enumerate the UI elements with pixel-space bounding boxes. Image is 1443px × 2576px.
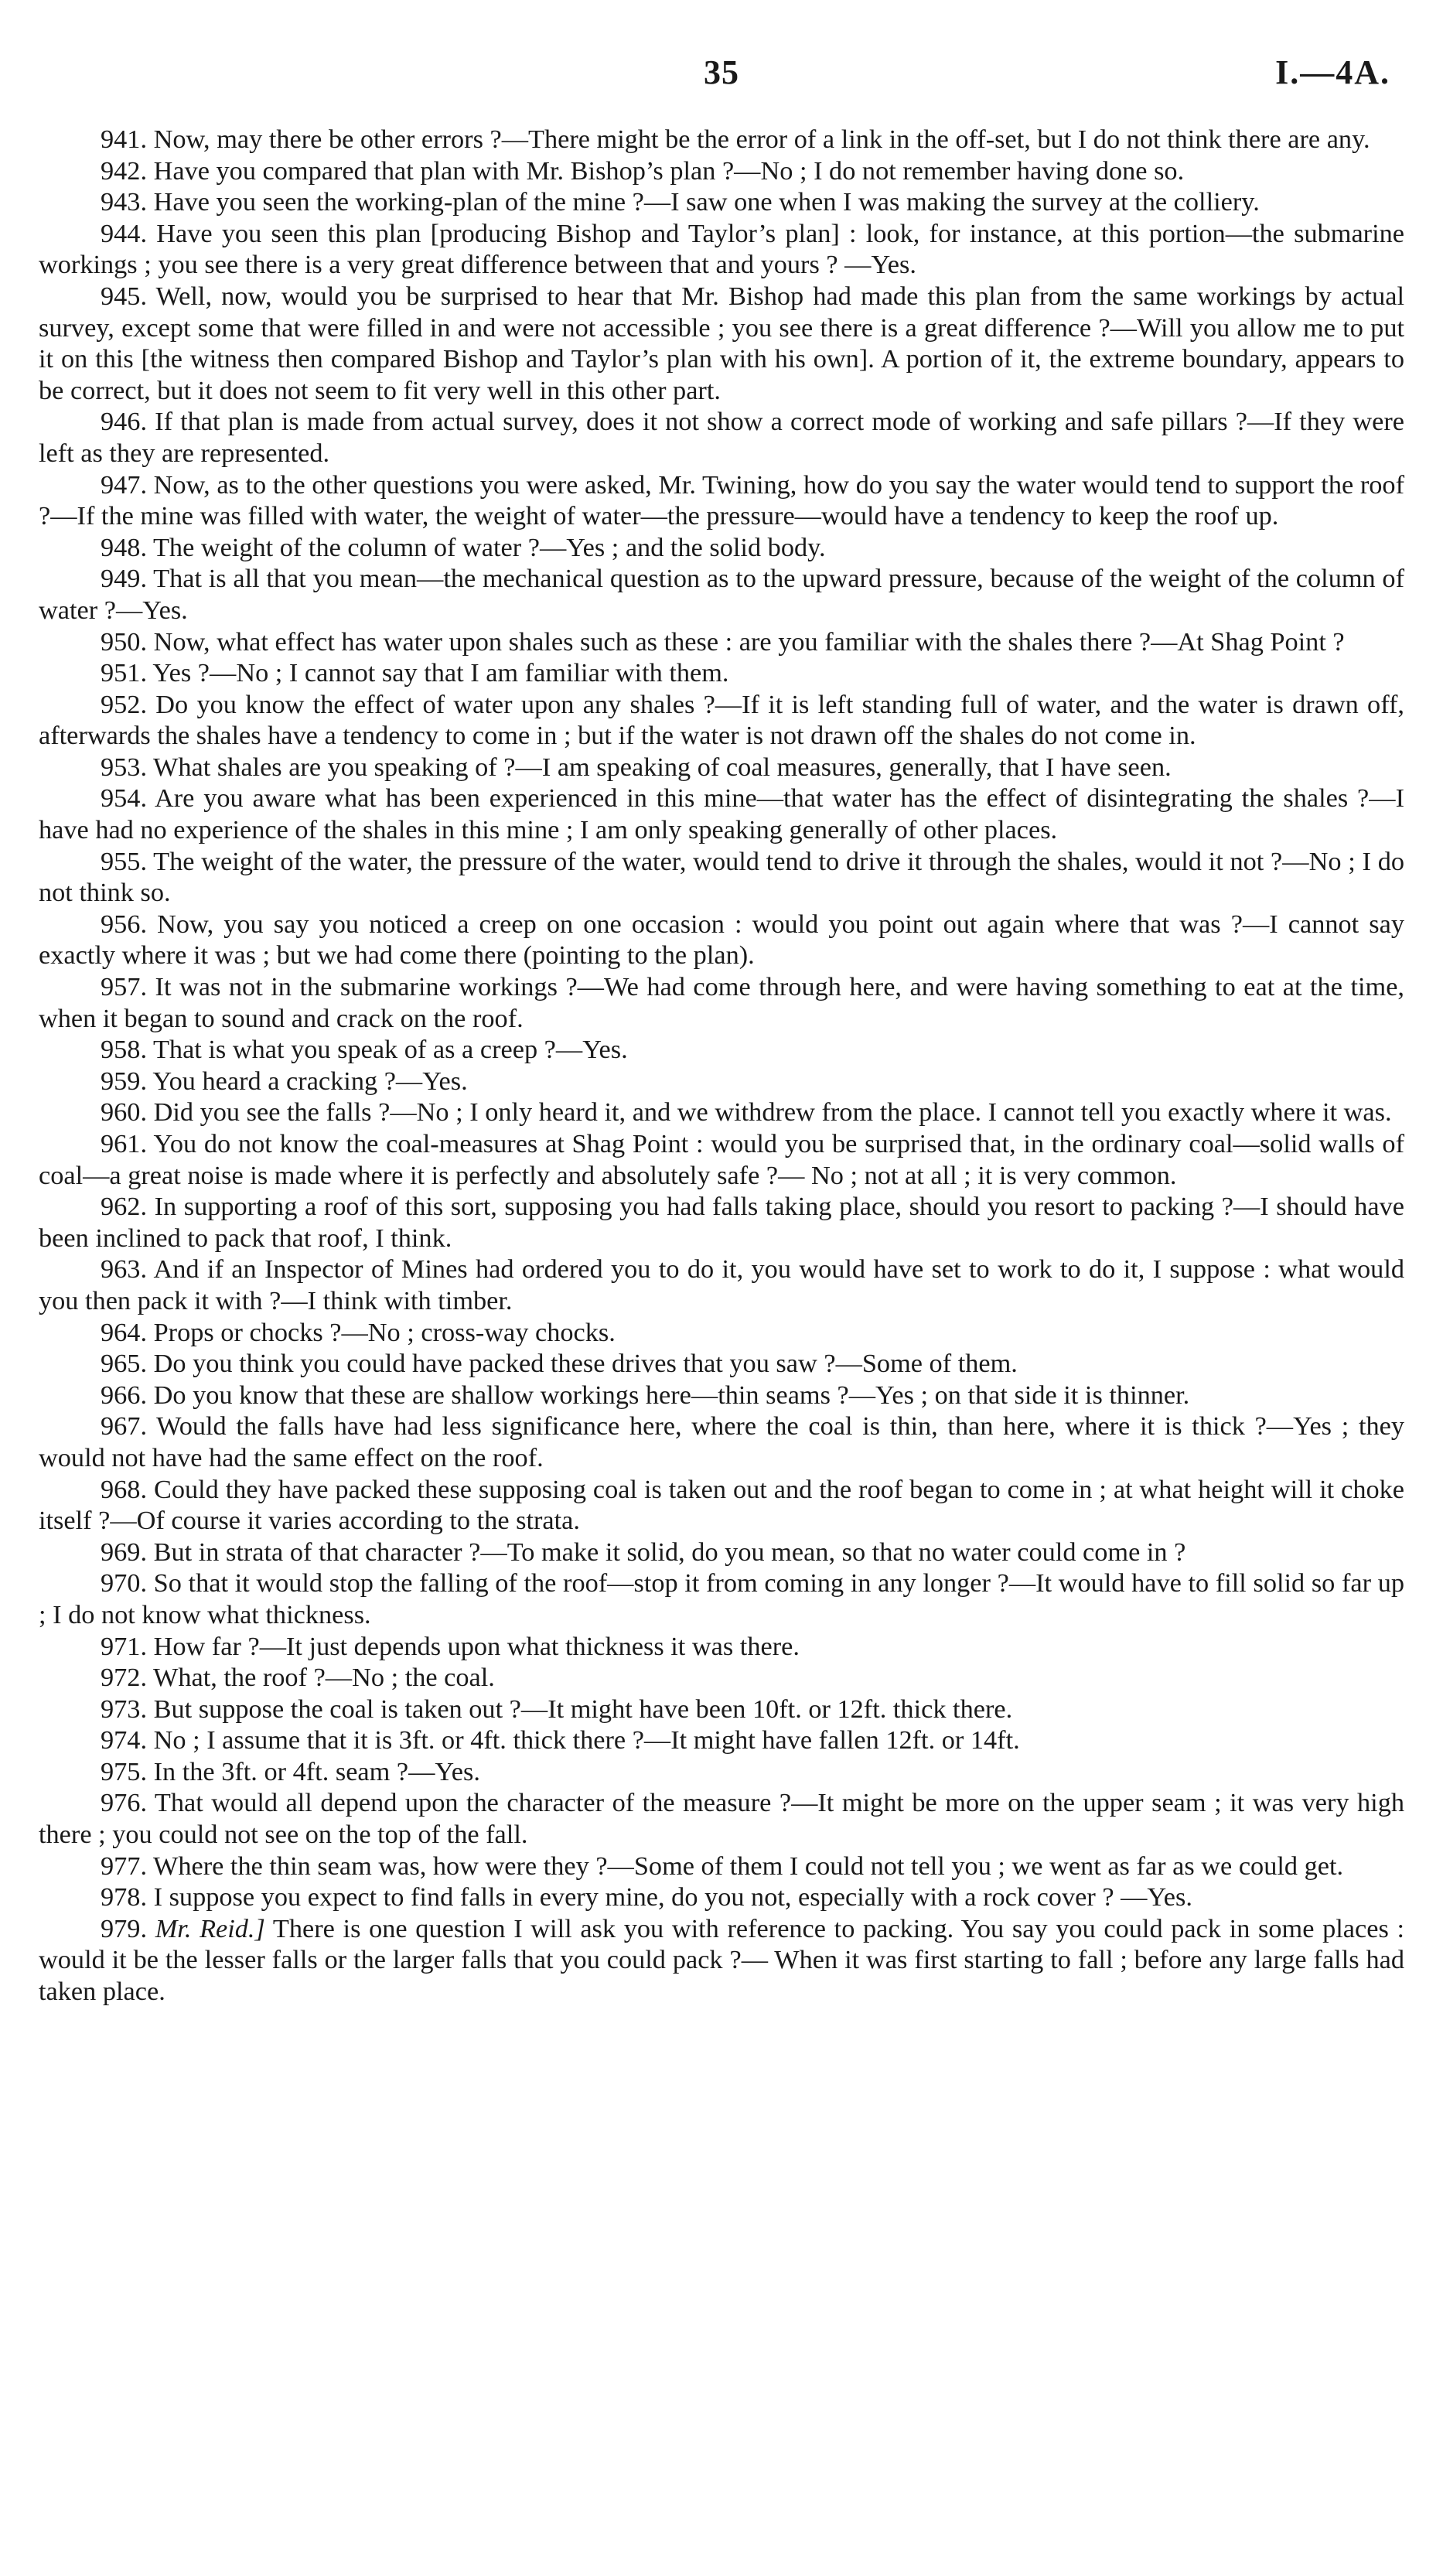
question-answer-paragraph: 974. No ; I assume that it is 3ft. or 4ft. thick there ?—It might have fallen 12ft. or 14ft. xyxy=(101,1725,1020,1755)
question-answer-paragraph: 963. And if an Inspector of Mines had ordered you to do it, you would have set to work to do it, I suppose : what would you then pack it with ?—I think with timber. xyxy=(39,1254,1404,1315)
question-answer-paragraph: 968. Could they have packed these supposing coal is taken out and the roof began to come in ; at what height will it choke itself ?—Of course it varies according to the strata. xyxy=(39,1474,1404,1536)
question-answer-paragraph: 975. In the 3ft. or 4ft. seam ?—Yes. xyxy=(101,1756,480,1786)
question-answer-paragraph xyxy=(39,1913,1404,2008)
question-answer-paragraph: 970. So that it would stop the falling of the roof—stop it from coming in any longer ?—It would have to fill solid so far up ; I do not know what thickness. xyxy=(39,1568,1404,1629)
question-number: 979. xyxy=(101,1913,148,1943)
question-answer-paragraph: 956. Now, you say you noticed a creep on one occasion : would you point out again where that was ?—I cannot say exactly where it was ; but we had come there (pointing to the plan). xyxy=(39,909,1404,971)
question-answer-paragraph: 965. Do you think you could have packed these drives that you saw ?—Some of them. xyxy=(101,1349,1018,1379)
question-answer-paragraph: 958. That is what you speak of as a creep ?—Yes. xyxy=(101,1035,628,1065)
question-answer-paragraph: 953. What shales are you speaking of ?—I am speaking of coal measures, generally, that I have seen. xyxy=(101,752,1172,782)
question-answer-paragraph: 948. The weight of the column of water ?—Yes ; and the solid body. xyxy=(101,532,826,562)
question-answer-paragraph: 959. You heard a cracking ?—Yes. xyxy=(101,1066,468,1096)
question-answer-paragraph: 966. Do you know that these are shallow workings here—thin seams ?—Yes ; on that side it is thinner. xyxy=(101,1380,1190,1410)
question-answer-paragraph: 971. How far ?—It just depends upon what thickness it was there. xyxy=(101,1631,800,1661)
paragraph-text: There is one question I will ask you with reference to packing. You say you could pack in some places : would it be the lesser falls or the larger falls that you could pack ?— When it was first starting to fall ; before any large falls had taken place. xyxy=(39,1913,1404,2007)
question-answer-paragraph: 951. Yes ?—No ; I cannot say that I am familiar with them. xyxy=(101,658,729,688)
question-answer-paragraph: 972. What, the roof ?—No ; the coal. xyxy=(101,1663,495,1693)
speaker-name: Mr. Reid.] xyxy=(155,1913,265,1943)
question-answer-paragraph: 978. I suppose you expect to find falls in every mine, do you not, especially with a rock cover ? —Yes. xyxy=(101,1882,1192,1912)
question-answer-paragraph: 943. Have you seen the working-plan of the mine ?—I saw one when I was making the survey at the colliery. xyxy=(101,187,1260,217)
question-answer-paragraph: 973. But suppose the coal is taken out ?—It might have been 10ft. or 12ft. thick there. xyxy=(101,1694,1013,1724)
question-answer-paragraph: 946. If that plan is made from actual survey, does it not show a correct mode of working and safe pillars ?—If they were left as they are represented. xyxy=(39,407,1404,468)
question-answer-paragraph: 964. Props or chocks ?—No ; cross-way chocks. xyxy=(101,1317,616,1347)
question-answer-paragraph: 950. Now, what effect has water upon shales such as these : are you familiar with the shales there ?—At Shag Point ? xyxy=(101,626,1345,657)
page-reference: I.—4A. xyxy=(1275,53,1390,91)
question-answer-paragraph: 977. Where the thin seam was, how were they ?—Some of them I could not tell you ; we went as far as we could get. xyxy=(101,1851,1344,1881)
question-answer-paragraph: 969. But in strata of that character ?—To make it solid, do you mean, so that no water could come in ? xyxy=(101,1537,1186,1567)
evidence-transcript xyxy=(39,124,1404,2008)
question-answer-paragraph: 955. The weight of the water, the pressure of the water, would tend to drive it through the shales, would it not ?—No ; I do not think so. xyxy=(39,846,1404,908)
question-answer-paragraph: 944. Have you seen this plan [producing Bishop and Taylor’s plan] : look, for instance, at this portion—the submarine workings ; you see there is a very great difference between that and yours ? —Yes. xyxy=(39,218,1404,280)
question-answer-paragraph: 962. In supporting a roof of this sort, supposing you had falls taking place, should you resort to packing ?—I should have been inclined to pack that roof, I think. xyxy=(39,1192,1404,1253)
question-answer-paragraph: 952. Do you know the effect of water upon any shales ?—If it is left standing full of water, and the water is drawn off, afterwards the shales have a tendency to come in ; but if the water is not drawn off the shales do not come in. xyxy=(39,689,1404,751)
question-answer-paragraph: 976. That would all depend upon the character of the measure ?—It might be more on the upper seam ; it was very high there ; you could not see on the top of the fall. xyxy=(39,1788,1404,1850)
question-answer-paragraph: 967. Would the falls have had less significance here, where the coal is thin, than here, where it is thick ?—Yes ; they would not have had the same effect on the roof. xyxy=(39,1411,1404,1472)
question-answer-paragraph: 949. That is all that you mean—the mechanical question as to the upward pressure, because of the weight of the column of water ?—Yes. xyxy=(39,564,1404,625)
question-answer-paragraph: 960. Did you see the falls ?—No ; I only heard it, and we withdrew from the place. I cannot tell you exactly where it was. xyxy=(101,1097,1392,1128)
question-answer-paragraph: 954. Are you aware what has been experienced in this mine—that water has the effect of disintegrating the shales ?—I have had no experience of the shales in this mine ; I am only speaking generally of other places. xyxy=(39,783,1404,845)
question-answer-paragraph: 942. Have you compared that plan with Mr. Bishop’s plan ?—No ; I do not remember having done so. xyxy=(101,155,1185,186)
question-answer-paragraph: 941. Now, may there be other errors ?—There might be the error of a link in the off-set, but I do not think there are any. xyxy=(101,125,1370,154)
question-answer-paragraph: 947. Now, as to the other questions you were asked, Mr. Twining, how do you say the water would tend to support the roof ?—If the mine was filled with water, the weight of water—the pressure—would have a tendency to keep the roof up. xyxy=(39,469,1404,531)
question-answer-paragraph: 957. It was not in the submarine workings ?—We had come through here, and were having something to eat at the time, when it began to sound and crack on the roof. xyxy=(39,972,1404,1033)
question-answer-paragraph: 961. You do not know the coal-measures at Shag Point : would you be surprised that, in the ordinary coal—solid walls of coal—a great noise is made where it is perfectly and absolutely safe ?— No ; not at all ; it is very common. xyxy=(39,1129,1404,1190)
question-answer-paragraph: 945. Well, now, would you be surprised to hear that Mr. Bishop had made this plan from the same workings by actual survey, except some that were filled in and were not accessible ; you see there is a great difference ?—Will you allow me to put it on this [the witness then compared Bishop and Taylor’s plan with his own]. A portion of it, the extreme boundary, appears to be correct, but it does not seem to fit very well in this other part. xyxy=(39,281,1404,405)
page-number: 35 xyxy=(704,53,739,91)
